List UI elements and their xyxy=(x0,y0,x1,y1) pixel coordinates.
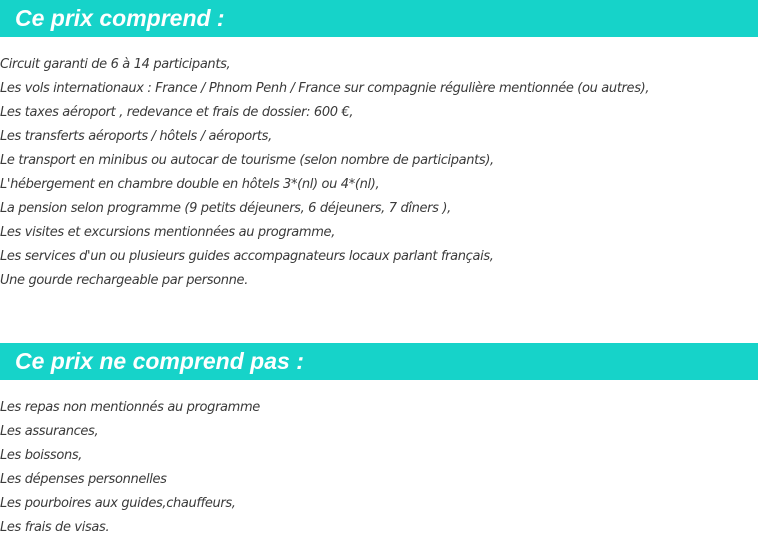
list-item: Les repas non mentionnés au programme xyxy=(0,400,260,415)
list-item: Les taxes aéroport , redevance et frais de dossier: 600 €, xyxy=(0,105,354,120)
list-item: Une gourde rechargeable par personne. xyxy=(0,273,248,288)
includes-section-header xyxy=(0,0,758,37)
includes-title: Ce prix comprend : xyxy=(15,5,225,31)
excludes-section-header xyxy=(0,343,758,380)
list-item: La pension selon programme (9 petits déjeuners, 6 déjeuners, 7 dîners ), xyxy=(0,201,451,216)
list-item: L'hébergement en chambre double en hôtels 3*(nl) ou 4*(nl), xyxy=(0,177,380,192)
includes-list xyxy=(0,53,649,293)
list-item: Les frais de visas. xyxy=(0,520,110,535)
list-item: Les dépenses personnelles xyxy=(0,472,167,487)
list-item: Les visites et excursions mentionnées au programme, xyxy=(0,225,335,240)
list-item: Les services d'un ou plusieurs guides accompagnateurs locaux parlant français, xyxy=(0,249,494,264)
list-item: Le transport en minibus ou autocar de tourisme (selon nombre de participants), xyxy=(0,153,494,168)
list-item: Les pourboires aux guides,chauffeurs, xyxy=(0,496,236,511)
list-item: Les assurances, xyxy=(0,424,99,439)
list-item: Les vols internationaux : France / Phnom Penh / France sur compagnie régulière mentionnée (ou autres), xyxy=(0,81,650,96)
list-item: Circuit garanti de 6 à 14 participants, xyxy=(0,57,231,72)
excludes-title: Ce prix ne comprend pas : xyxy=(15,348,304,374)
excludes-list xyxy=(0,396,260,540)
list-item: Les transferts aéroports / hôtels / aéroports, xyxy=(0,129,272,144)
list-item: Les boissons, xyxy=(0,448,83,463)
